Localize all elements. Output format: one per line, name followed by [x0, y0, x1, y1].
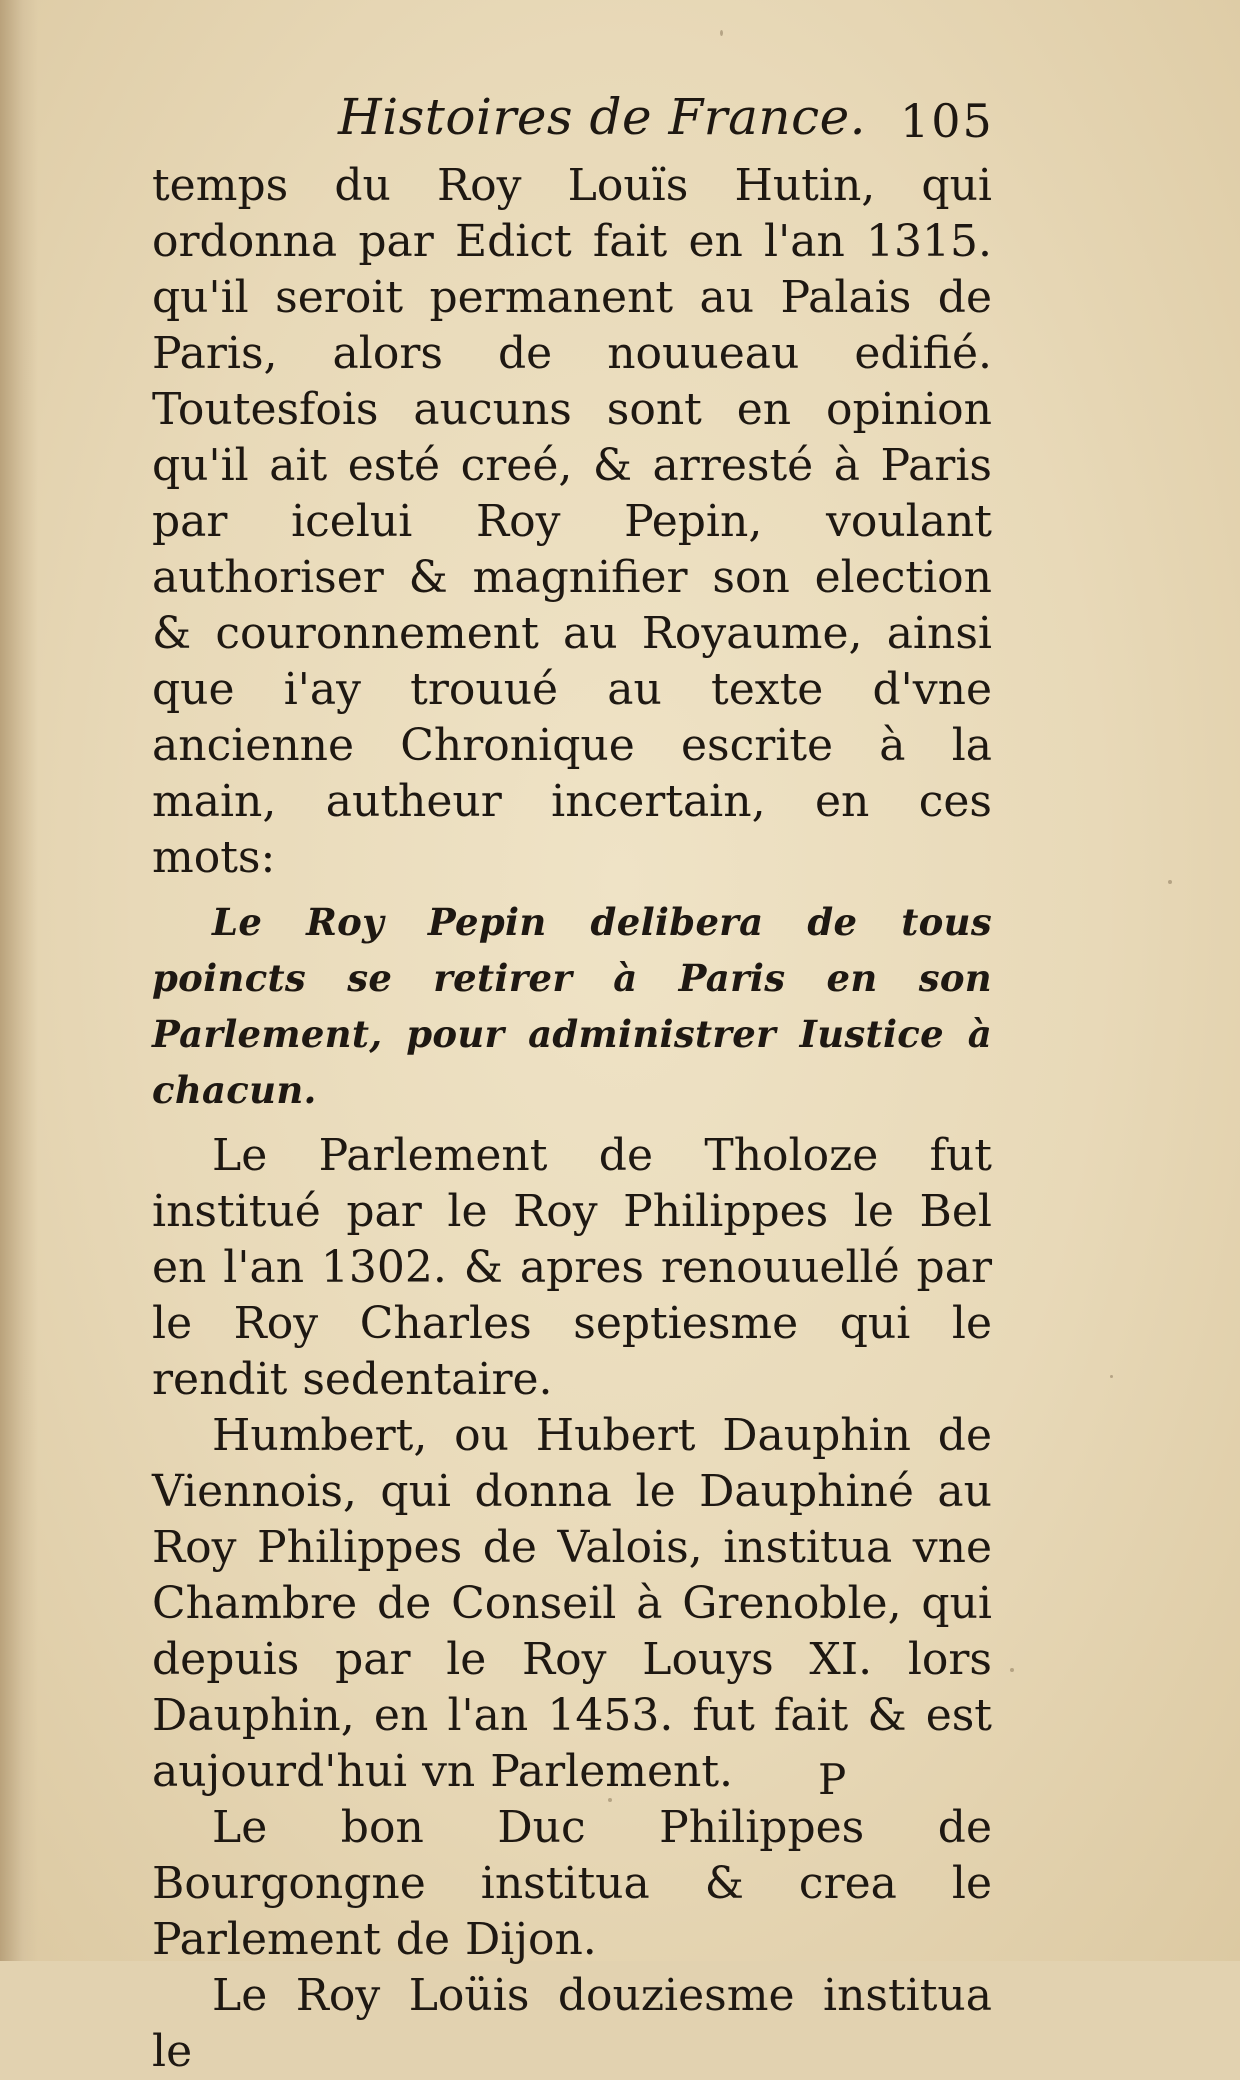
paper-speck [608, 1798, 612, 1802]
paragraph-louis-xii: Le Roy Loüis douziesme institua le [152, 1970, 992, 2077]
body-text [152, 158, 992, 2080]
page-number: 105 [900, 94, 994, 148]
binding-gutter [0, 0, 38, 1961]
signature-mark: P [818, 1755, 847, 1804]
paper-speck [1168, 880, 1172, 884]
page-header [0, 88, 1240, 158]
paragraph-continuation: temps du Roy Louïs Hutin, qui ordonna par Edict fait en l'an 1315. qu'il seroit permanent au Palais de Paris, alors de nouueau edifié. Toutesfois aucuns sont en opinion qu'il ait esté creé, & arresté à Paris par icelui Roy Pepin, voulant authoriser & magnifier son election & couronnement au Royaume, ainsi que i'ay trouué au texte d'vne ancienne Chronique escrite à la main, autheur incertain, en ces mots: [152, 160, 992, 883]
chronicle-quote: Le Roy Pepin delibera de tous poincts se retirer à Paris en son Parlement, pour administrer Iustice à chacun. [152, 900, 992, 1112]
paper-speck [720, 30, 723, 36]
paper-speck [1010, 1668, 1014, 1672]
paragraph-dijon: Le bon Duc Philippes de Bourgongne institua & crea le Parlement de Dijon. [152, 1802, 992, 1965]
running-title: Histoires de France. [338, 88, 867, 146]
paper-speck [1110, 1375, 1113, 1378]
paragraph-tholoze: Le Parlement de Tholoze fut institué par le Roy Philippes le Bel en l'an 1302. & apres renouuellé par le Roy Charles septiesme qui le rendit sedentaire. [152, 1130, 992, 1405]
paragraph-grenoble: Humbert, ou Hubert Dauphin de Viennois, qui donna le Dauphiné au Roy Philippes de Valois, institua vne Chambre de Conseil à Grenoble, qui depuis par le Roy Louys XI. lors Dauphin, en l'an 1453. fut fait & est aujourd'hui vn Parlement. [152, 1410, 992, 1797]
